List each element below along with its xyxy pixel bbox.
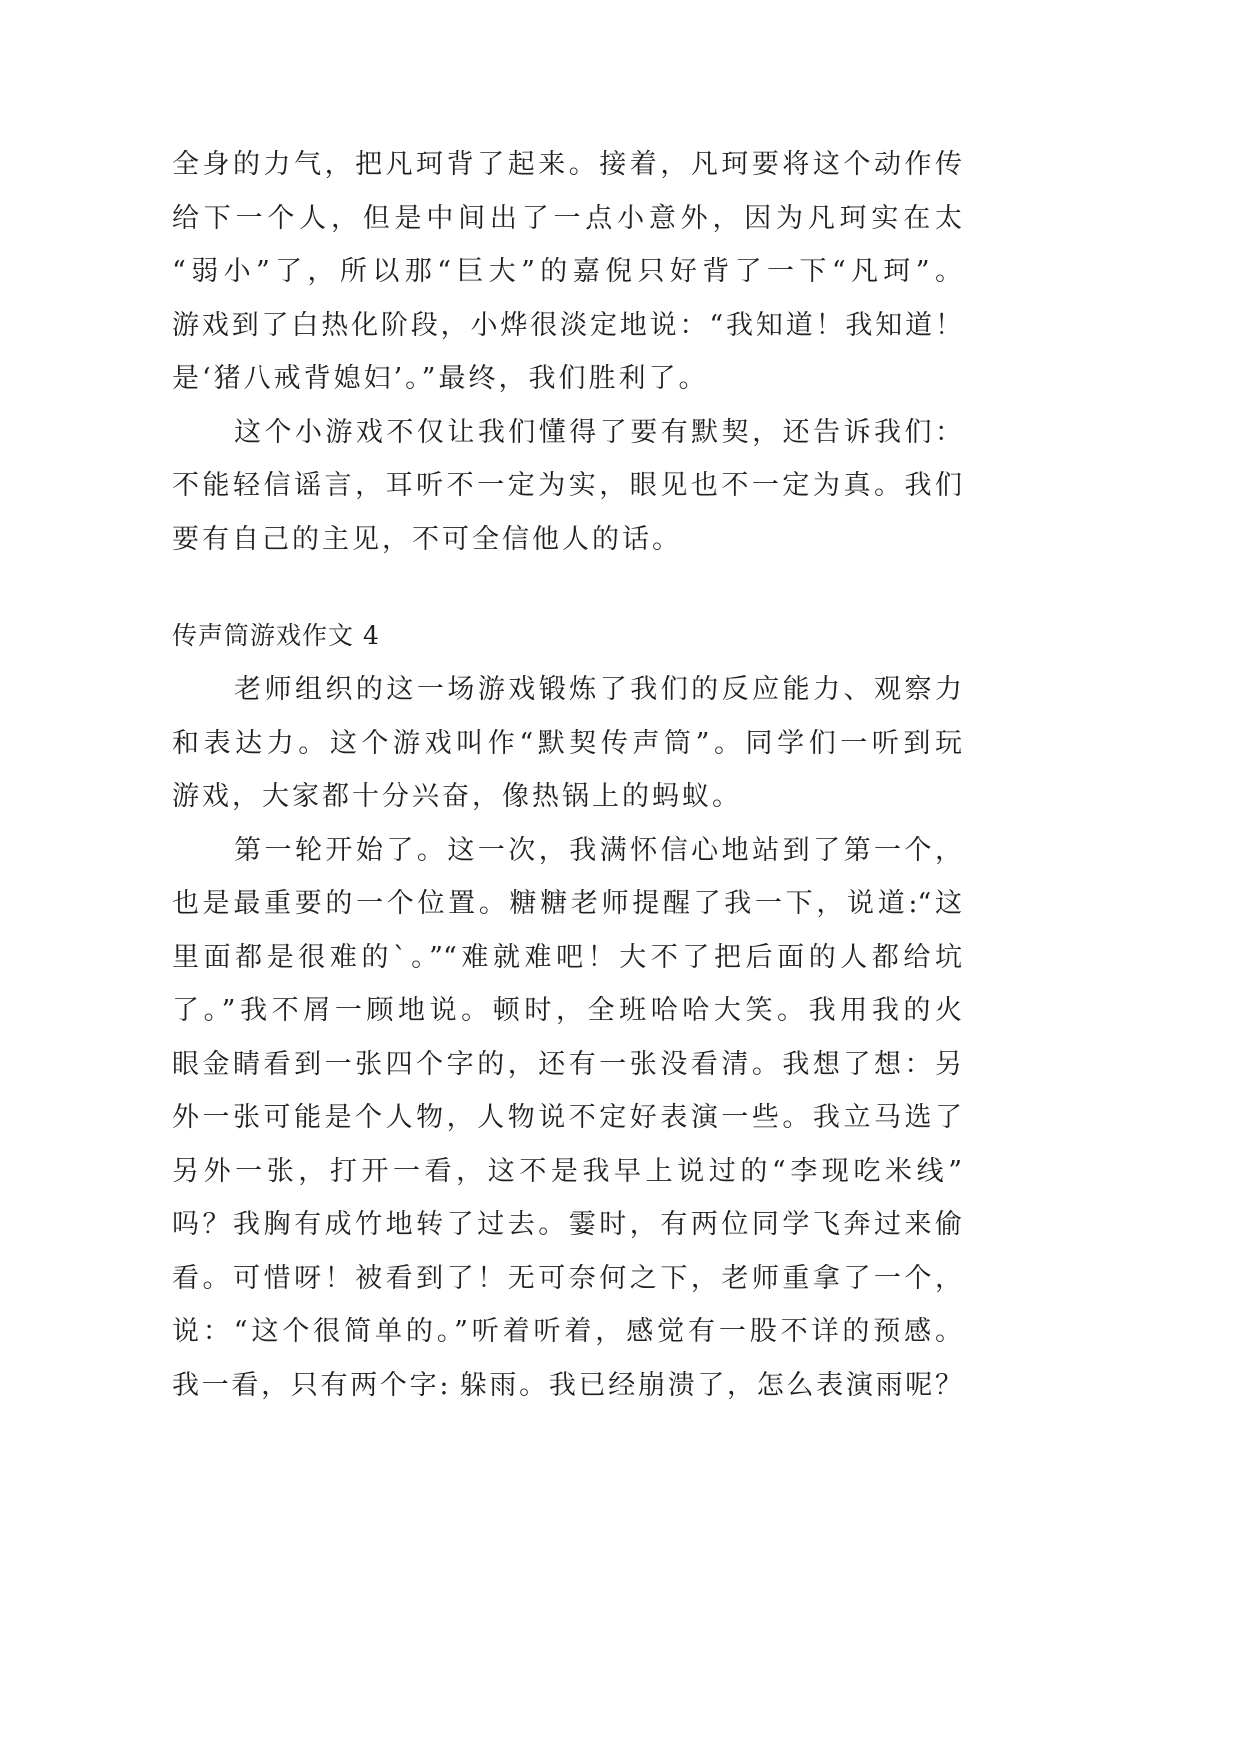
text-line: 眼金睛看到一张四个字的，还有一张没看清。我想了想：另: [172, 1048, 962, 1080]
text-line: 和表达力。这个游戏叫作“默契传声筒”。同学们一听到玩: [172, 727, 962, 759]
text-line: 游戏，大家都十分兴奋，像热锅上的蚂蚁。: [172, 781, 742, 812]
text-line: 给下一个人，但是中间出了一点小意外，因为凡珂实在太: [172, 202, 962, 234]
text-line: 要有自己的主见，不可全信他人的话。: [172, 523, 682, 555]
essay-section-4: [172, 663, 962, 1412]
text-line: 说：“这个很简单的。”听着听着，感觉有一股不详的预感。: [172, 1316, 962, 1347]
essay-heading-block: [172, 609, 962, 663]
paragraph-first-line: 这个小游戏不仅让我们懂得了要有默契，还告诉我们：: [234, 416, 962, 448]
text-line: 了。”我不屑一顾地说。顿时，全班哈哈大笑。我用我的火: [172, 995, 962, 1026]
text-line: 也是最重要的一个位置。糖糖老师提醒了我一下，说道:“这: [172, 888, 962, 919]
text-line: 游戏到了白热化阶段，小烨很淡定地说：“我知道！我知道！: [172, 309, 962, 341]
text-line: 里面都是很难的`。”“难就难吧！大不了把后面的人都给坑: [172, 941, 962, 973]
text-line: 看。可惜呀！被看到了！无可奈何之下，老师重拿了一个，: [172, 1262, 962, 1294]
text-line: 我一看，只有两个字: 躲雨。我已经崩溃了，怎么表演雨呢？: [172, 1369, 962, 1401]
text-line: 是‘猪八戒背媳妇’。”最终，我们胜利了。: [172, 363, 709, 394]
text-line: 不能轻信谣言，耳听不一定为实，眼见也不一定为真。我们: [172, 470, 962, 501]
text-line: 全身的力气，把凡珂背了起来。接着，凡珂要将这个动作传: [172, 149, 962, 180]
text-line: “弱小”了，所以那“巨大”的嘉倪只好背了一下“凡珂”。: [172, 256, 962, 287]
essay-section-continued: [172, 138, 962, 566]
text-line: 另外一张，打开一看，这不是我早上说过的“李现吃米线”: [172, 1155, 962, 1187]
text-line: 外一张可能是个人物，人物说不定好表演一些。我立马选了: [172, 1102, 962, 1133]
essay-title: 传声筒游戏作文 4: [172, 621, 380, 650]
text-line: 吗？我胸有成竹地转了过去。霎时，有两位同学飞奔过来偷: [172, 1209, 962, 1240]
paragraph-first-line: 第一轮开始了。这一次，我满怀信心地站到了第一个，: [234, 834, 962, 866]
paragraph-first-line: 老师组织的这一场游戏锻炼了我们的反应能力、观察力: [234, 674, 962, 705]
